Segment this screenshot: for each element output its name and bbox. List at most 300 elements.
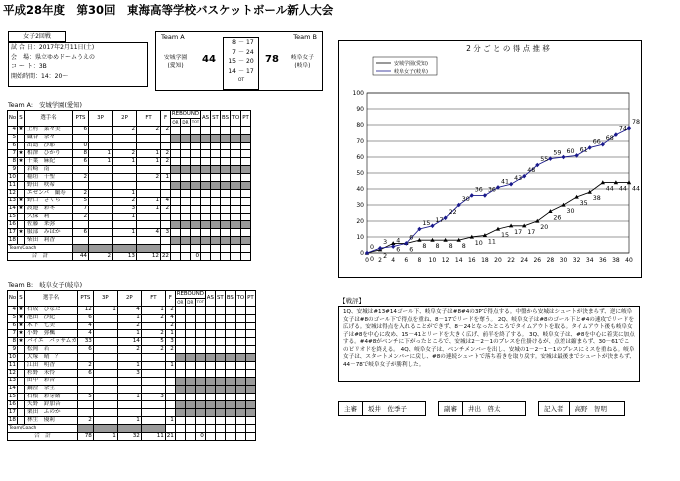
col-starter: S: [18, 291, 25, 307]
player-name: 織谷 奈々: [25, 134, 73, 142]
player-bs: [221, 134, 231, 142]
player-pts: 6: [73, 158, 89, 166]
player-ft: [137, 237, 161, 245]
col-starter: S: [18, 111, 25, 127]
x-tick-label: 40: [625, 257, 633, 264]
player-st: [215, 354, 225, 362]
coach-row: [8, 245, 251, 253]
player-dr: [185, 393, 195, 401]
player-pt: [245, 401, 255, 409]
data-label: 17: [527, 228, 536, 236]
player-st: [215, 377, 225, 385]
player-tot: [195, 393, 205, 401]
player-or: [171, 166, 181, 174]
total-reb: 0: [195, 433, 205, 441]
player-row: [8, 213, 251, 221]
player-pts: 2: [73, 213, 89, 221]
player-pts: 6: [77, 314, 93, 322]
player-st: [211, 182, 221, 190]
player-name: 鍋澄 奈生: [25, 385, 78, 393]
player-2p: [113, 182, 137, 190]
player-st: [215, 417, 225, 425]
x-tick-label: 24: [520, 257, 529, 264]
data-label: 26: [553, 214, 562, 222]
data-label: 2: [383, 252, 388, 260]
player-number: 7: [8, 330, 18, 338]
player-fouls: [165, 369, 175, 377]
player-bs: [225, 354, 235, 362]
player-ft: 2: [141, 314, 165, 322]
player-to: [235, 322, 245, 330]
col-dr: DR: [182, 119, 189, 125]
col-tot: TOT: [191, 118, 201, 126]
player-tot: [195, 377, 205, 385]
col-to: TO: [231, 111, 241, 127]
player-number: 9: [8, 346, 18, 354]
player-as: [201, 158, 211, 166]
player-or: [171, 158, 181, 166]
player-pts: [73, 134, 89, 142]
player-3p: 1: [93, 306, 117, 314]
player-dr: [181, 189, 191, 197]
player-or: [171, 150, 181, 158]
player-3p: [93, 330, 117, 338]
player-pt: [241, 229, 251, 237]
player-pts: 2: [73, 189, 89, 197]
player-fouls: [165, 385, 175, 393]
data-point: [561, 203, 565, 207]
player-row: [8, 338, 256, 346]
data-label: 36: [474, 186, 483, 194]
starter-mark: ★: [18, 306, 24, 313]
chief-referee-name: 坂井 佐季子: [368, 405, 407, 413]
player-ft: [141, 369, 165, 377]
data-label: 68: [605, 135, 614, 143]
x-tick-label: 38: [612, 257, 620, 264]
player-name: 木下 七美: [25, 322, 78, 330]
starter-mark: [18, 189, 25, 197]
player-name: 佐藤 来弥: [25, 221, 73, 229]
player-row: [8, 362, 256, 370]
player-fouls: [161, 142, 171, 150]
x-tick-label: 8: [417, 257, 422, 264]
player-pt: [245, 369, 255, 377]
player-2p: [113, 142, 137, 150]
y-tick-label: 70: [356, 138, 364, 145]
data-label: 6: [409, 234, 414, 242]
data-label: 20: [540, 224, 549, 231]
starter-mark: ★: [18, 197, 24, 204]
quarter-row-2: 7 － 24: [232, 48, 254, 56]
player-number: 11: [8, 361, 16, 368]
player-to: [235, 401, 245, 409]
player-bs: [225, 401, 235, 409]
total-2p: 13: [113, 253, 137, 261]
col-pts: PTS: [73, 111, 89, 127]
data-label: 44: [618, 185, 627, 193]
player-3p: [89, 189, 113, 197]
player-fouls: [161, 237, 171, 245]
player-ft: 1: [137, 158, 161, 166]
data-label: 30: [566, 208, 575, 215]
starter-mark: [18, 213, 25, 221]
player-st: [215, 393, 225, 401]
player-ft: 2: [137, 126, 161, 134]
data-label: 4: [396, 237, 401, 245]
player-name: バイエ バッサムカ: [25, 338, 78, 346]
player-pts: 5: [77, 393, 93, 401]
player-as: [205, 362, 215, 370]
player-bs: [221, 189, 231, 197]
data-label: 35: [579, 200, 588, 207]
starter-mark: [18, 354, 25, 362]
player-number: 4: [8, 306, 18, 314]
data-point: [365, 251, 369, 256]
legend-label: 安城学園(愛知): [394, 61, 428, 67]
team-a-total: 44: [202, 54, 216, 65]
player-or: [175, 330, 185, 338]
data-label: 8: [422, 243, 427, 251]
player-fouls: 2: [165, 346, 175, 354]
review-text: 1Q、安城は#13#14ゴール下、岐阜女子は#8#4の3Pで得点する。中盤から安城はシュートが決まらず、逆に岐阜女子は#8のゴール下で得点を重ね、8－17でリードを奪う。 2Q、岐阜女子は#8のゴール下と#4の速攻でリードを広げる。安城は得点を入れることができず、8－24となったところでタイムアウトを取る。タイムアウト後も岐阜女子は#8を中心に攻め、15－41とリードを大きく広げ、前半を終了する。 3Q、岐阜女子は、#8を中心に着実に加点する。#4#8がベンチに下がったところで、安城は2－2－1のプレスを仕掛けるが、点差は縮まらず、30－61でこのピリオドを終える。 4Q、岐阜女子は、ベンチメンバーを出し、安城の1－2－1－1のプレスにミスを重ねる。岐阜女子は、スタートメンバーに戻し、#8の連続シュートで落ち着きを取り戻す。安城は最後までシュートが決まらず、44－78で岐阜女子が勝利した。: [338, 306, 640, 382]
player-pt: [241, 182, 251, 190]
player-pts: [73, 166, 89, 174]
player-ft: 2: [141, 346, 165, 354]
data-label: 8: [435, 243, 440, 251]
player-bs: [225, 322, 235, 330]
player-pts: [77, 354, 93, 362]
col-rebound: REBOUND: [171, 110, 200, 117]
col-2p: 2P: [113, 111, 137, 127]
review-label: 【戦評】: [339, 297, 365, 305]
player-name: 大塚 晴 ？: [25, 354, 78, 362]
player-pts: 2: [77, 417, 93, 425]
player-2p: 1: [117, 330, 141, 338]
starter-mark: [18, 237, 25, 245]
player-pts: [77, 401, 93, 409]
player-or: [171, 189, 181, 197]
player-3p: [89, 182, 113, 190]
player-tot: [191, 189, 201, 197]
player-dr: [185, 330, 195, 338]
player-pts: 33: [77, 338, 93, 346]
team-a-name-box: [164, 54, 187, 70]
player-3p: [89, 142, 113, 150]
starter-mark: ★: [18, 126, 24, 133]
player-number: 15: [8, 213, 16, 220]
player-number: 4: [8, 126, 18, 134]
data-label: 66: [592, 138, 601, 146]
player-dr: [185, 354, 195, 362]
starter-mark: ★: [18, 205, 24, 212]
player-fouls: 2: [161, 205, 171, 213]
player-bs: [221, 158, 231, 166]
player-2p: 4: [117, 306, 141, 314]
player-as: [201, 213, 211, 221]
y-tick-label: 0: [360, 250, 364, 257]
player-2p: [117, 385, 141, 393]
player-fouls: 3: [165, 338, 175, 346]
data-label: 0: [370, 256, 375, 263]
player-3p: [93, 346, 117, 354]
starter-mark: [18, 134, 25, 142]
player-pt: [241, 142, 251, 150]
player-pts: 2: [77, 362, 93, 370]
team-b-pref: (岐阜): [294, 63, 311, 69]
x-tick-label: 34: [585, 257, 594, 264]
player-number: 10: [8, 173, 16, 180]
player-dr: [181, 182, 191, 190]
col-2p: 2P: [117, 291, 141, 307]
player-or: [175, 417, 185, 425]
player-3p: [93, 417, 117, 425]
starter-mark: [18, 417, 25, 425]
player-st: [211, 205, 221, 213]
game-venue: 会 場：県立ゆめドームうえの: [11, 53, 96, 61]
team-a-name: 安城学園: [164, 55, 188, 61]
player-or: [175, 346, 185, 354]
team-b-label: Team B: [293, 33, 317, 41]
chief-referee: [338, 401, 426, 416]
player-pt: [245, 417, 255, 425]
player-dr: [185, 417, 195, 425]
player-or: [175, 338, 185, 346]
player-pt: [241, 189, 251, 197]
player-to: [231, 213, 241, 221]
starter-mark: [18, 166, 25, 174]
team-b-name: 岐阜女子: [290, 55, 314, 61]
player-st: [211, 213, 221, 221]
player-as: [201, 182, 211, 190]
starter-mark: [18, 221, 25, 229]
player-as: [205, 346, 215, 354]
player-to: [231, 197, 241, 205]
player-2p: 3: [113, 205, 137, 213]
player-2p: [113, 174, 137, 182]
total-row: [8, 433, 256, 441]
data-point: [588, 190, 592, 194]
player-3p: [89, 213, 113, 221]
player-3p: [93, 322, 117, 330]
player-fouls: 3: [161, 229, 171, 237]
player-st: [215, 362, 225, 370]
total-label: 合 計: [8, 253, 73, 261]
player-ft: 1: [141, 306, 165, 314]
player-bs: [225, 314, 235, 322]
data-label: 60: [566, 148, 575, 155]
player-name: 野田 咲希: [25, 182, 73, 190]
player-tot: [195, 322, 205, 330]
col-rebound: REBOUND: [176, 290, 204, 297]
player-dr: [185, 322, 195, 330]
col-player: 選手名: [25, 111, 73, 127]
player-2p: 2: [113, 197, 137, 205]
quarter-row-4: 14 － 17: [228, 67, 254, 75]
player-tot: [195, 369, 205, 377]
col-f: F: [165, 291, 175, 307]
y-tick-label: 100: [352, 90, 364, 97]
player-bs: [221, 166, 231, 174]
player-as: [201, 134, 211, 142]
player-3p: [89, 126, 113, 134]
player-row: [8, 158, 251, 166]
y-tick-label: 80: [356, 122, 364, 129]
player-pts: 6: [73, 126, 89, 134]
player-name: 久保 莉: [25, 213, 73, 221]
player-as: [201, 174, 211, 182]
player-2p: [117, 377, 141, 385]
data-label: 17: [435, 216, 444, 224]
player-as: [205, 338, 215, 346]
player-or: [175, 393, 185, 401]
player-ft: [141, 409, 165, 417]
player-fouls: [161, 182, 171, 190]
sub-referee-name: 井出 啓太: [468, 405, 501, 413]
team-b-total: 78: [265, 54, 279, 65]
col-as: AS: [201, 111, 211, 127]
player-2p: [117, 354, 141, 362]
player-2p: 2: [113, 150, 137, 158]
player-name: 杉野 未怜: [25, 369, 78, 377]
player-2p: [113, 237, 137, 245]
player-row: [8, 401, 256, 409]
player-ft: [141, 322, 165, 330]
player-fouls: 4: [165, 314, 175, 322]
player-bs: [225, 369, 235, 377]
player-name: 出島 沙耶: [25, 142, 73, 150]
player-name: 渡邉 彩冬: [25, 205, 73, 213]
player-dr: [185, 409, 195, 417]
team-a-table-wrap: [7, 110, 251, 261]
player-to: [231, 205, 241, 213]
col-3p: 3P: [89, 111, 113, 127]
player-number: 11: [8, 181, 16, 188]
player-name: 岩崎 南: [25, 166, 73, 174]
player-2p: 1: [117, 314, 141, 322]
col-dr: DR: [187, 299, 194, 305]
player-pts: [77, 409, 93, 417]
player-as: [205, 377, 215, 385]
player-st: [215, 385, 225, 393]
player-dr: [185, 401, 195, 409]
player-fouls: 1: [165, 417, 175, 425]
player-2p: [117, 401, 141, 409]
player-dr: [181, 150, 191, 158]
player-dr: [181, 142, 191, 150]
starter-mark: ★: [18, 314, 24, 321]
player-dr: [181, 166, 191, 174]
player-2p: 1: [113, 189, 137, 197]
player-st: [211, 166, 221, 174]
table-header-row: [8, 111, 251, 119]
player-or: [175, 369, 185, 377]
data-point: [509, 182, 513, 187]
player-as: [205, 330, 215, 338]
player-3p: [93, 377, 117, 385]
player-dr: [181, 213, 191, 221]
data-label: 10: [474, 240, 483, 247]
player-3p: [93, 369, 117, 377]
col-player: 選手名: [25, 291, 78, 307]
player-2p: 1: [113, 213, 137, 221]
x-tick-label: 6: [404, 257, 409, 264]
y-tick-label: 10: [356, 234, 364, 241]
player-as: [205, 369, 215, 377]
player-number: 8: [8, 158, 18, 166]
player-3p: 1: [89, 158, 113, 166]
player-ft: [137, 142, 161, 150]
player-number: 15: [8, 393, 16, 400]
player-dr: [181, 134, 191, 142]
player-number: 17: [8, 229, 16, 235]
player-pt: [241, 174, 251, 182]
data-label: 8: [461, 243, 466, 251]
player-dr: [181, 174, 191, 182]
player-row: [8, 354, 256, 362]
player-3p: [93, 393, 117, 401]
starter-mark: ★: [18, 157, 24, 164]
player-tot: [191, 150, 201, 158]
data-label: 44: [605, 185, 614, 193]
y-tick-label: 30: [356, 202, 364, 209]
player-ft: 1: [137, 205, 161, 213]
player-tot: [191, 126, 201, 134]
col-or: OR: [172, 119, 179, 125]
player-2p: [113, 134, 137, 142]
player-3p: [93, 362, 117, 370]
team-a-header: Team A: 安城学園(愛知): [8, 102, 82, 109]
player-ft: [141, 385, 165, 393]
player-st: [211, 174, 221, 182]
player-pts: 6: [77, 369, 93, 377]
player-row: [8, 142, 251, 150]
player-row: [8, 166, 251, 174]
data-label: 59: [553, 149, 562, 157]
y-tick-label: 60: [356, 154, 364, 161]
player-number: 13: [8, 377, 16, 384]
player-bs: [225, 393, 235, 401]
player-ft: [141, 417, 165, 425]
player-bs: [225, 330, 235, 338]
player-3p: [93, 385, 117, 393]
player-st: [211, 197, 221, 205]
player-as: [205, 409, 215, 417]
player-ft: [137, 182, 161, 190]
col-to: TO: [235, 291, 245, 307]
player-st: [215, 306, 225, 314]
player-3p: [89, 237, 113, 245]
player-bs: [221, 237, 231, 245]
col-pt: PT: [241, 111, 251, 127]
player-3p: [89, 197, 113, 205]
x-tick-label: 16: [467, 257, 476, 264]
player-row: [8, 237, 251, 245]
recorder-label: 記入者: [539, 402, 570, 415]
player-as: [201, 221, 211, 229]
quarter-row-3: 15 － 20: [228, 58, 254, 65]
total-3p: 1: [93, 433, 117, 441]
player-row: [8, 221, 251, 229]
col-f: F: [161, 111, 171, 127]
player-to: [235, 346, 245, 354]
player-fouls: 4: [161, 197, 171, 205]
player-to: [235, 385, 245, 393]
sub-referee: [438, 401, 526, 416]
y-tick-label: 20: [356, 218, 364, 225]
player-ft: [137, 213, 161, 221]
player-or: [171, 221, 181, 229]
col-ft: FT: [141, 291, 165, 307]
